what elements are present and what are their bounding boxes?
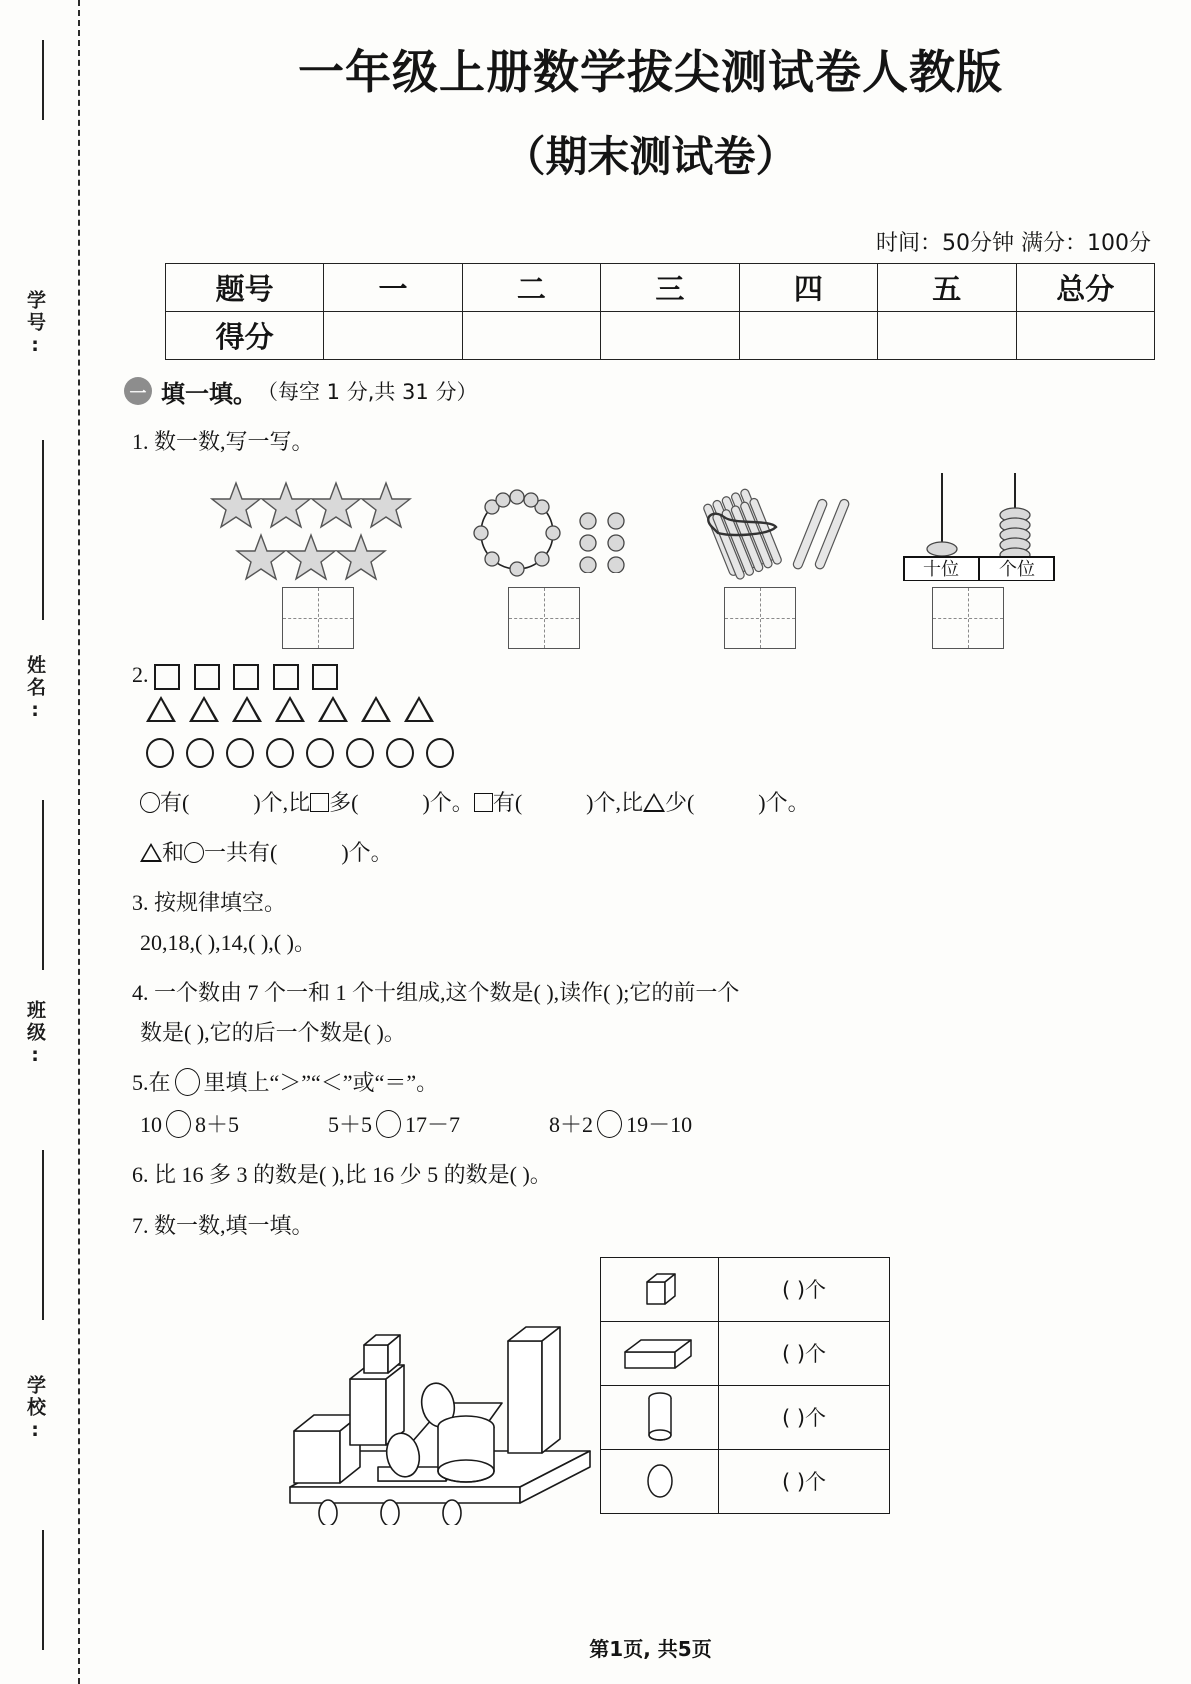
score-input-cell[interactable] — [324, 311, 462, 359]
triangle-symbol-icon — [140, 843, 162, 862]
cube-icon-cell — [601, 1257, 719, 1321]
square-shape — [194, 664, 220, 690]
cube-count-value[interactable]: ( )个 — [719, 1257, 890, 1321]
solids-scene-illustration — [270, 1275, 610, 1525]
cmp-left: 10 — [140, 1112, 162, 1138]
answer-box-stars[interactable] — [282, 587, 354, 649]
question-6-text: 比 16 多 3 的数是( ),比 16 少 5 的数是( )。 — [154, 1162, 552, 1188]
q2-l2-b: 一共有( — [204, 839, 278, 865]
page-title: 一年级上册数学拔尖测试卷人教版 — [298, 45, 1003, 99]
cmp-left: 8＋2 — [549, 1112, 594, 1138]
q2-l2-c: )个。 — [341, 839, 393, 865]
triangle-shape — [404, 696, 434, 722]
square-shape — [273, 664, 299, 690]
score-input-cell[interactable] — [739, 311, 877, 359]
square-symbol-icon — [474, 793, 493, 812]
score-cell: 二 — [462, 263, 600, 311]
triangle-symbol-icon — [643, 793, 665, 812]
score-cell: 五 — [878, 263, 1016, 311]
question-1 — [132, 425, 1191, 459]
circle-shape — [186, 738, 214, 768]
circle-shape — [426, 738, 454, 768]
margin-rule — [42, 440, 44, 620]
question-3-number: 3. — [132, 889, 149, 915]
question-7 — [132, 1209, 1191, 1243]
q2-l1-d: )个。 — [422, 789, 474, 815]
question-2-line-2 — [140, 836, 1191, 870]
score-input-cell[interactable] — [601, 311, 739, 359]
section-heading — [124, 374, 1191, 409]
question-1-figures — [110, 469, 1191, 654]
sphere-icon — [640, 1458, 680, 1504]
q2-circles-row — [146, 738, 1191, 772]
question-5-comparisons — [140, 1108, 1191, 1142]
q5-text-b: 里填上“＞”“＜”或“＝”。 — [203, 1070, 439, 1096]
circle-shape — [306, 738, 334, 768]
score-cell: 三 — [601, 263, 739, 311]
cube-icon — [637, 1266, 683, 1312]
question-3-text: 按规律填空。 — [154, 889, 287, 915]
q2-l1-h: )个。 — [758, 789, 810, 815]
table-row — [601, 1321, 890, 1385]
cmp-right: 19－10 — [626, 1112, 693, 1138]
margin-rule — [42, 1150, 44, 1320]
question-3 — [132, 886, 1191, 920]
score-input-cell[interactable] — [1016, 311, 1155, 359]
exam-page — [110, 0, 1191, 1684]
margin-label-student-id: 学号: — [24, 290, 46, 359]
exam-meta: 时间：50分钟 满分：100分 — [876, 230, 1151, 256]
q2-squares-row — [154, 662, 346, 687]
circle-symbol-icon — [184, 842, 204, 863]
cylinder-icon-cell — [601, 1385, 719, 1449]
section-index-badge: 一 — [124, 377, 152, 405]
cylinder-count-value[interactable]: ( )个 — [719, 1385, 890, 1449]
sphere-count-value[interactable]: ( )个 — [719, 1449, 890, 1513]
solids-count-table — [600, 1257, 890, 1514]
q2-l1-b: )个,比 — [253, 789, 311, 815]
dashed-fold-line — [78, 0, 80, 1684]
page-footer: 第1页, 共5页 — [589, 1637, 712, 1661]
question-2-line-1 — [140, 786, 1191, 820]
q2-l1-c: 多( — [329, 789, 359, 815]
q2-l2-a: 和 — [162, 839, 185, 865]
question-6-number: 6. — [132, 1162, 149, 1188]
abacus-icon — [900, 469, 1060, 581]
question-2 — [132, 658, 1191, 692]
compare-circle-icon[interactable] — [166, 1110, 191, 1138]
q2-l1-a: 有( — [160, 789, 190, 815]
binding-margin — [0, 0, 110, 1684]
table-row — [166, 263, 1155, 311]
circle-shape — [146, 738, 174, 768]
square-shape — [154, 664, 180, 690]
triangle-shape — [232, 696, 262, 722]
question-4-line-1: 一个数由 7 个一和 1 个十组成,这个数是( ),读作( );它的前一个 — [154, 980, 740, 1006]
q5-text-a: 在 — [148, 1070, 171, 1096]
margin-rule — [42, 40, 44, 120]
margin-label-name: 姓名: — [24, 655, 46, 724]
margin-rule — [42, 800, 44, 970]
question-5-number: 5. — [132, 1070, 149, 1096]
sticks-bundle-icon — [688, 483, 878, 583]
stars-group-icon — [210, 479, 430, 589]
question-6 — [132, 1158, 1191, 1192]
cmp-left: 5＋5 — [328, 1112, 373, 1138]
section-points: （每空 1 分,共 31 分） — [257, 380, 478, 404]
cmp-right: 8＋5 — [195, 1112, 240, 1138]
comparison-item[interactable] — [328, 1112, 460, 1137]
answer-box-abacus[interactable] — [932, 587, 1004, 649]
cuboid-icon-cell — [601, 1321, 719, 1385]
question-7-text: 数一数,填一填。 — [154, 1212, 314, 1238]
comparison-item[interactable] — [140, 1112, 239, 1137]
table-row — [166, 311, 1155, 359]
square-symbol-icon — [310, 793, 329, 812]
page-subtitle: （期末测试卷） — [503, 131, 798, 181]
square-shape — [312, 664, 338, 690]
triangle-shape — [275, 696, 305, 722]
question-5 — [132, 1066, 1191, 1100]
question-4 — [132, 976, 1191, 1010]
circle-shape — [386, 738, 414, 768]
margin-rule — [42, 1530, 44, 1650]
question-7-number: 7. — [132, 1212, 149, 1238]
abacus-tens-label: 十位 — [923, 558, 959, 580]
margin-label-school: 学校: — [24, 1375, 46, 1444]
triangle-shape — [146, 696, 176, 722]
square-shape — [233, 664, 259, 690]
score-row-label: 题号 — [166, 263, 324, 311]
q2-l1-e: 有( — [492, 789, 523, 815]
score-cell: 四 — [739, 263, 877, 311]
circle-shape — [266, 738, 294, 768]
cmp-right: 17－7 — [405, 1112, 461, 1138]
score-cell: 一 — [324, 263, 462, 311]
answer-box-sticks[interactable] — [724, 587, 796, 649]
table-row — [601, 1385, 890, 1449]
section-title: 填一填。 — [161, 379, 257, 408]
circle-symbol-icon — [140, 792, 160, 813]
score-input-cell[interactable] — [878, 311, 1016, 359]
compare-circle-icon[interactable] — [597, 1110, 622, 1138]
question-4-number: 4. — [132, 980, 149, 1006]
triangle-shape — [361, 696, 391, 722]
question-3-sequence[interactable]: 20,18,( ),14,( ),( )。 — [140, 929, 316, 955]
margin-label-class: 班级: — [24, 1000, 46, 1069]
question-7-content — [110, 1249, 1191, 1549]
triangle-shape — [318, 696, 348, 722]
compare-circle-icon[interactable] — [376, 1110, 401, 1138]
circle-shape — [346, 738, 374, 768]
loose-beads-icon — [578, 511, 630, 573]
question-4-line-2: 数是( ),它的后一个数是( )。 — [140, 1020, 406, 1046]
cuboid-icon — [617, 1330, 703, 1376]
answer-box-beads[interactable] — [508, 587, 580, 649]
question-1-text: 数一数,写一写。 — [154, 428, 314, 454]
q2-triangles-row — [146, 696, 1191, 730]
sphere-icon-cell — [601, 1449, 719, 1513]
triangle-shape — [189, 696, 219, 722]
score-row-label: 得分 — [166, 311, 324, 359]
q2-l1-g: 少( — [664, 789, 695, 815]
compare-circle-icon — [175, 1068, 200, 1096]
score-input-cell[interactable] — [462, 311, 600, 359]
question-2-number: 2. — [132, 661, 149, 687]
table-row — [601, 1257, 890, 1321]
question-1-number: 1. — [132, 428, 149, 454]
table-row — [601, 1449, 890, 1513]
score-cell: 总分 — [1016, 263, 1155, 311]
cylinder-icon — [641, 1389, 679, 1445]
comparison-item[interactable] — [549, 1112, 692, 1137]
abacus-ones-label: 个位 — [999, 558, 1035, 580]
cuboid-count-value[interactable]: ( )个 — [719, 1321, 890, 1385]
score-table — [165, 263, 1155, 360]
q2-l1-f: )个,比 — [586, 789, 643, 815]
circle-shape — [226, 738, 254, 768]
